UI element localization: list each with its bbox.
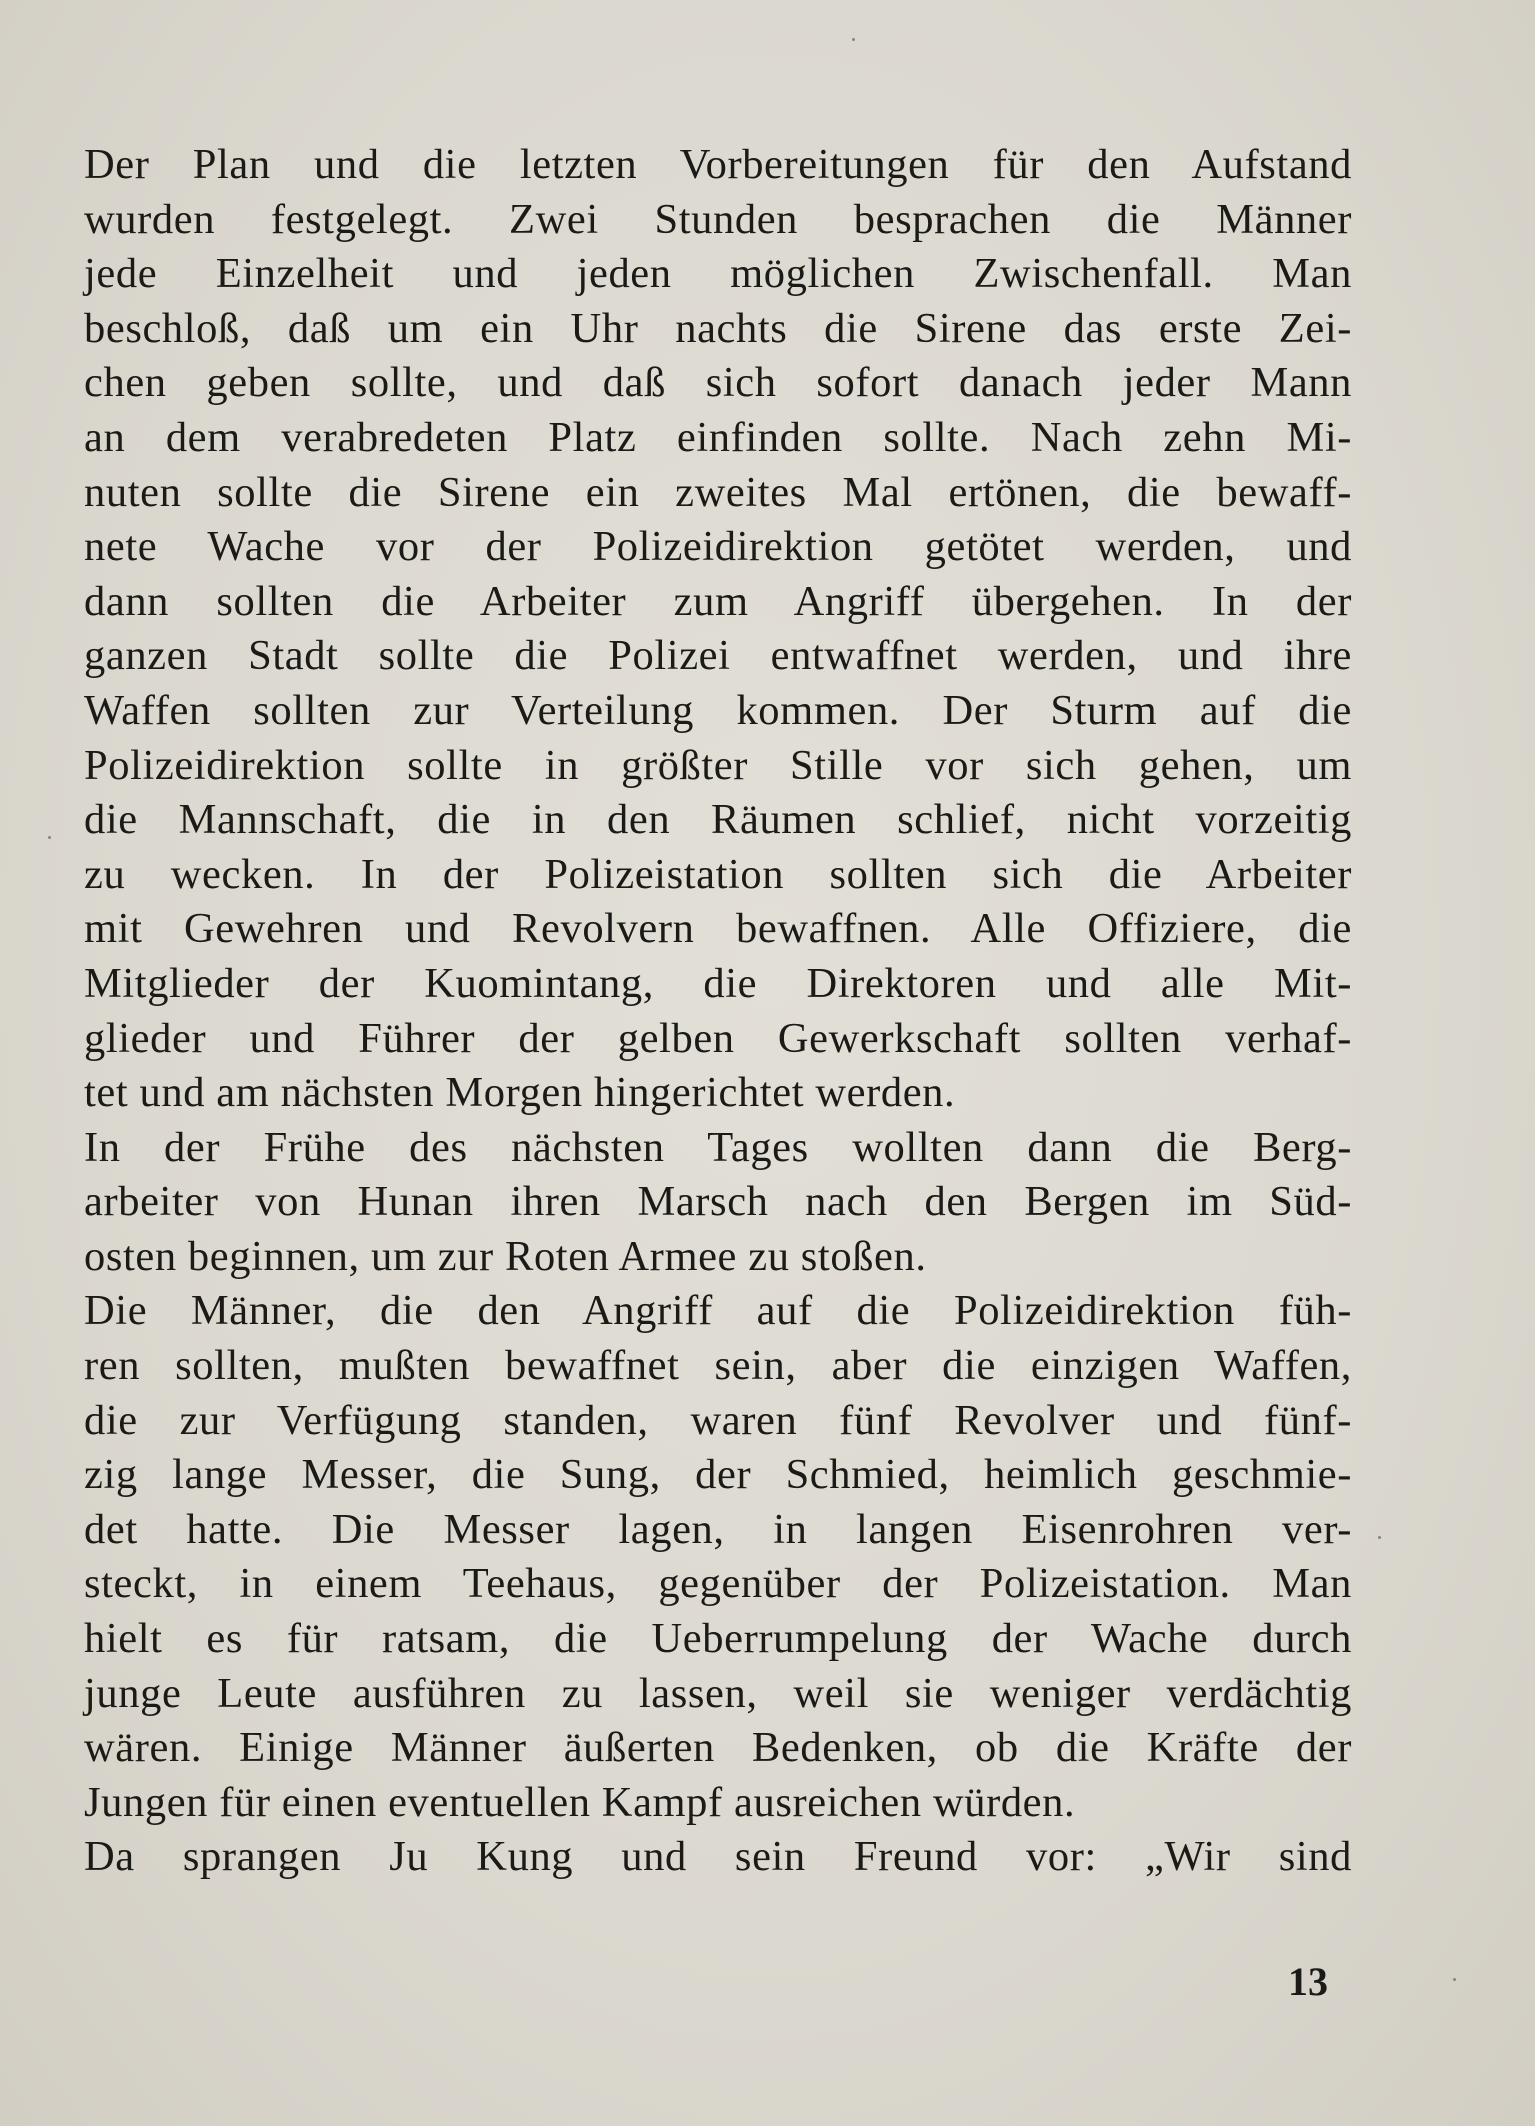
paper-speck [1378, 1536, 1381, 1539]
text-line: tet und am nächsten Morgen hingerichtet werden. [84, 1069, 956, 1117]
text-line: mit Gewehren und Revolvern bewaffnen. Alle Offiziere, die [84, 905, 1352, 953]
text-line: In der Frühe des nächsten Tages wollten dann die Berg- [84, 1123, 1352, 1171]
text-line: wurden festgelegt. Zwei Stunden besprachen die Männer [84, 195, 1352, 243]
text-line: Der Plan und die letzten Vorbereitungen für den Aufstand [84, 141, 1352, 188]
text-line: Mitglieder der Kuomintang, die Direktoren und alle Mit- [84, 959, 1352, 1007]
text-line: det hatte. Die Messer lagen, in langen Eisenrohren ver- [84, 1505, 1352, 1553]
body-text [84, 138, 1352, 1885]
text-line: osten beginnen, um zur Roten Armee zu stoßen. [84, 1232, 927, 1280]
text-line: die Mannschaft, die in den Räumen schlief, nicht vorzeitig [84, 796, 1352, 844]
text-line: steckt, in einem Teehaus, gegenüber der Polizeistation. Man [84, 1560, 1352, 1608]
text-line: Die Männer, die den Angriff auf die Polizeidirektion füh- [84, 1287, 1352, 1335]
paper-speck [48, 836, 51, 839]
text-line: ganzen Stadt sollte die Polizei entwaffnet werden, und ihre [84, 632, 1352, 680]
text-line: Da sprangen Ju Kung und sein Freund vor: „Wir sind [84, 1833, 1352, 1881]
text-line: nuten sollte die Sirene ein zweites Mal ertönen, die bewaff- [84, 468, 1352, 516]
text-line: chen geben sollte, und daß sich sofort danach jeder Mann [84, 359, 1352, 407]
text-line: Waffen sollten zur Verteilung kommen. Der Sturm auf die [84, 686, 1352, 734]
text-line: zu wecken. In der Polizeistation sollten sich die Arbeiter [84, 850, 1352, 898]
text-line: dann sollten die Arbeiter zum Angriff übergehen. In der [84, 577, 1352, 625]
text-line: Polizeidirektion sollte in größter Stille vor sich gehen, um [84, 741, 1352, 789]
paper-speck [1453, 1978, 1456, 1981]
text-line: wären. Einige Männer äußerten Bedenken, ob die Kräfte der [84, 1724, 1352, 1772]
text-line: Jungen für einen eventuellen Kampf ausreichen würden. [84, 1778, 1076, 1826]
text-line: zig lange Messer, die Sung, der Schmied, heimlich geschmie- [84, 1451, 1352, 1499]
text-line: nete Wache vor der Polizeidirektion getötet werden, und [84, 523, 1352, 571]
text-line: junge Leute ausführen zu lassen, weil sie weniger verdächtig [84, 1669, 1352, 1717]
text-line: arbeiter von Hunan ihren Marsch nach den Bergen im Süd- [84, 1178, 1352, 1226]
page-number: 13 [1288, 1959, 1328, 2004]
text-line: glieder und Führer der gelben Gewerkschaft sollten verhaf- [84, 1014, 1352, 1062]
text-line: an dem verabredeten Platz einfinden sollte. Nach zehn Mi- [84, 413, 1352, 461]
text-line: die zur Verfügung standen, waren fünf Revolver und fünf- [84, 1396, 1352, 1444]
text-line: jede Einzelheit und jeden möglichen Zwischenfall. Man [84, 250, 1352, 298]
text-line: beschloß, daß um ein Uhr nachts die Sirene das erste Zei- [84, 304, 1352, 352]
paper-speck [852, 38, 855, 41]
text-line: ren sollten, mußten bewaffnet sein, aber die einzigen Waffen, [84, 1342, 1352, 1390]
text-line: hielt es für ratsam, die Ueberrumpelung der Wache durch [84, 1615, 1352, 1663]
